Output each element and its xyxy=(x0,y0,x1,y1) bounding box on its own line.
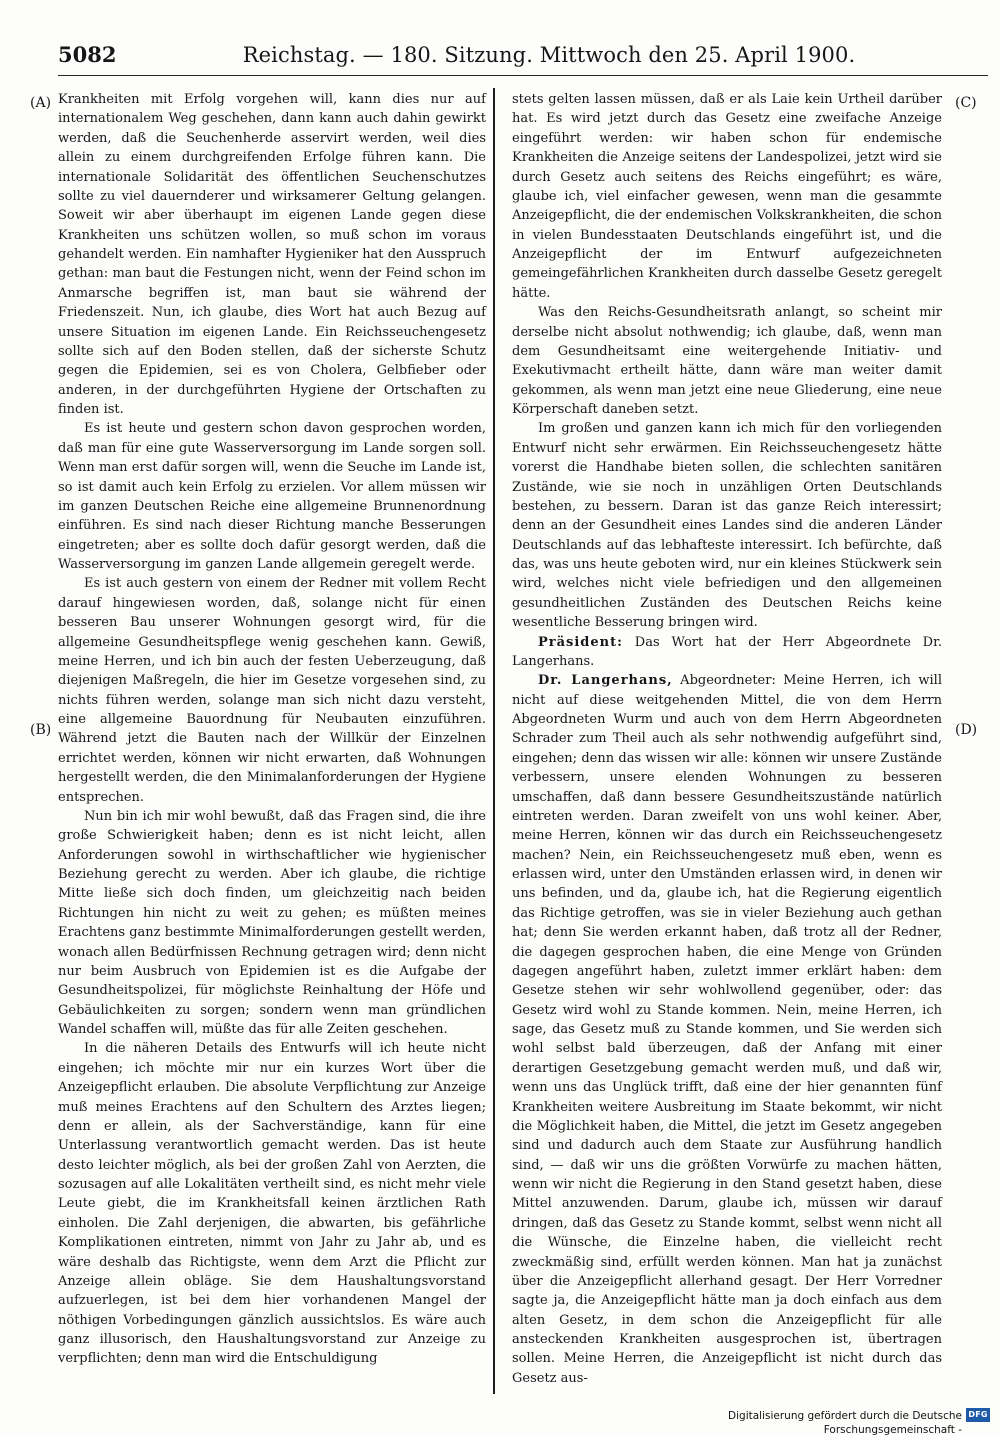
speaker-president: Präsident: xyxy=(538,634,623,650)
president-paragraph xyxy=(512,633,942,672)
header-rule xyxy=(58,75,988,76)
left-column xyxy=(58,90,486,1369)
left-paragraph-4: Nun bin ich mir wohl bewußt, daß das Fragen sind, die ihre große Schwierigkeit haben; denn es ist nicht leicht, allen Anforderungen sowohl in wirthschaftlicher wie hygienischer Beziehung gerecht zu werden. Aber ich glaube, die richtige Mitte ließe sich doch finden, um gleichzeitig nach beiden Richtungen hin nicht zu weit zu gehen; es müßten meines Erachtens ganz bestimmte Minimalforderungen gestellt werden, wonach allen Bedürfnissen Rechnung getragen wird; denn nicht nur beim Ausbruch von Epidemien ist es die Aufgabe der Gesundheitspolizei, für möglichste Reinhaltung der Höfe und Gebäulichkeiten zu sorgen; sondern wenn man gründlichen Wandel schaffen will, müßte das für alle Zeiten geschehen. xyxy=(58,808,486,1037)
running-title: Reichstag. — 180. Sitzung. Mittwoch den 25. April 1900. xyxy=(242,43,856,67)
margin-marker-d: (D) xyxy=(955,722,978,738)
page-header xyxy=(58,40,990,70)
president-text: Das Wort hat der Herr Abgeordnete Dr. Langerhans. xyxy=(512,634,942,669)
speaker-langerhans: Dr. Langerhans, xyxy=(538,673,673,689)
left-paragraph-2: Es ist heute und gestern schon davon gesprochen worden, daß man für eine gute Wasserversorgung im Lande sorgen soll. Wenn man erst dafür sorgen will, wenn die Seuche im Lande ist, so ist damit auch kein Erfolg zu erzielen. Vor allem müssen wir im ganzen Deutschen Reiche eine allgemeine Brunnenordnung einführen. Es sind nach dieser Richtung manche Besserungen eingetreten; aber es sollte doch dafür gesorgt werden, daß die Wasserversorgung im ganzen Lande allgemein geregelt werde. xyxy=(58,421,486,572)
right-paragraph-1: stets gelten lassen müssen, daß er als Laie kein Urtheil darüber hat. Es wird jetzt durch das Gesetz eine zweifache Anzeige eingeführt werden: wir haben schon für endemische Krankheiten die Anzeige seitens der Landespolizei, jetzt wird sie durch Gesetz auch seitens des Reichs eingeführt; es wäre, glaube ich, viel einfacher gewesen, wenn man die gesammte Anzeigepflicht, die der endemischen Volkskrankheiten, die schon in vielen Bundesstaaten Deutschlands eingeführt ist, und die Anzeigepflicht der im Entwurf aufgezeichneten gemeingefährlichen Krankheiten durch dasselbe Gesetz geregelt hätte. xyxy=(512,92,942,301)
margin-marker-a: (A) xyxy=(30,95,52,111)
page-number: 5082 xyxy=(58,42,117,67)
right-column xyxy=(512,90,942,1388)
right-paragraph-2: Was den Reichs-Gesundheitsrath anlangt, so scheint mir derselbe nicht absolut nothwendig; ich glaube, daß, wenn man dem Gesundheitsamt eine weitergehende Initiativ- und Exekutivmacht ertheilt hätte, dann wäre man weiter damit gekommen, als wenn man jetzt eine neue Gliederung, eine neue Körperschaft daneben setzt. xyxy=(512,305,942,417)
left-paragraph-1: Krankheiten mit Erfolg vorgehen will, kann dies nur auf internationalem Weg geschehen, dann kann auch dahin gewirkt werden, daß die Seuchenherde asservirt werden, weil dies allein zu einem durchgreifenden Erfolge führen kann. Die internationale Solidarität des öffentlichen Seuchenschutzes sollte zu viel dauernderer und wirksamerer Geltung gelangen. Soweit wir aber überhaupt im eigenen Lande gegen diese Krankheiten uns schützen wollen, so muß schon im voraus gehandelt werden. Ein namhafter Hygieniker hat den Ausspruch gethan: man baut die Festungen nicht, wenn der Feind schon im Anmarsche begriffen ist, man baut sie während der Friedenszeit. Nun, ich glaube, dies Wort hat auch Bezug auf unsere Situation im eigenen Lande. Ein Reichsseuchengesetz sollte sich auf den Boden stellen, daß der sicherste Schutz gegen die Epidemien, sei es von Cholera, Gelbfieber oder anderen, in der durchgeführten Hygiene der Ortschaften zu finden ist. xyxy=(58,92,486,417)
left-paragraph-3: Es ist auch gestern von einem der Redner mit vollem Recht darauf hingewiesen worden, daß, solange nicht für einen besseren Bau unserer Wohnungen gesorgt wird, für die allgemeine Gesundheitspflege wenig geschehen kann. Gewiß, meine Herren, und ich bin auch der festen Ueberzeugung, daß diejenigen Maßregeln, die hier im Gesetze vorgesehen sind, zu nichts führen werden, solange man sich nicht dazu versteht, eine allgemeine Bauordnung für Neubauten einzuführen. Während jetzt die Bauten nach der Willkür der Einzelnen errichtet werden, können wir nicht erwarten, daß Wohnungen hergestellt werden, die den Minimalanforderungen der Hygiene entsprechen. xyxy=(58,576,486,805)
dfg-logo: DFG xyxy=(966,1408,990,1422)
right-paragraph-3: Im großen und ganzen kann ich mich für den vorliegenden Entwurf nicht sehr erwärmen. Ein Reichsseuchengesetz hätte vorerst die Handhabe bieten sollen, die schlechten sanitären Zustände, wie sie noch in unzähligen Orten Deutschlands bestehen, zu bessern. Daran ist das ganze Reich interessirt; denn an der Gesundheit eines Landes sind die anderen Länder Deutschlands auf das lebhafteste interessirt. Ich befürchte, daß das, was uns heute geboten wird, nur ein kleines Stückwerk sein wird, welches nicht viele befriedigen und den allgemeinen gesundheitlichen Zuständen des Deutschen Reichs keine wesentliche Besserung bringen wird. xyxy=(512,421,942,631)
left-paragraph-5: In die näheren Details des Entwurfs will ich heute nicht eingehen; ich möchte mir nur ein kurzes Wort über die Anzeigepflicht erlauben. Die absolute Verpflichtung zur Anzeige muß meines Erachtens auf den Schultern des Arztes liegen; denn er allein, als der Sachverständige, kann für eine Unterlassung verantwortlich gemacht werden. Das ist heute desto leichter möglich, als bei der großen Zahl von Aerzten, die sozusagen auf alle Lokalitäten vertheilt sind, es nicht mehr viele Leute giebt, die im Krankheitsfall keinen ärztlichen Rath einholen. Die Zahl derjenigen, die abwarten, bis gefährliche Komplikationen eintreten, nimmt von Jahr zu Jahr ab, und es wäre deshalb das Richtigste, wenn dem Arzt die Pflicht zur Anzeige allein obläge. Sie dem Haushaltungsvorstand aufzuerlegen, ist bei dem hier vorhandenen Mangel der nöthigen Vorbedingungen gänzlich aussichtslos. Es wäre auch ganz illusorisch, den Haushaltungsvorstand zur Anzeige zu verpflichten; denn man wird die Entschuldigung xyxy=(58,1041,486,1367)
digitization-credit: Digitalisierung gefördert durch die Deutsche Forschungsgemeinschaft - xyxy=(728,1410,962,1436)
column-divider xyxy=(493,88,495,1394)
margin-marker-b: (B) xyxy=(30,722,52,738)
langerhans-text: Abgeordneter: Meine Herren, ich will nicht auf diese weitgehenden Mittel, die von dem Herrn Abgeordneten Wurm und auch von dem Herrn Abgeordneten Schrader zum Theil auch als sehr nothwendig aufgeführt sind, eingehen; denn das wissen wir alle: können wir unsere Zustände verbessern, unsere elenden Wohnungen zu besseren umschaffen, daß dann bessere Gesundheitszustände natürlich eintreten werden. Daran zweifelt von uns wohl keiner. Aber, meine Herren, können wir das durch ein Reichsseuchengesetz machen? Nein, ein Reichsseuchengesetz muß eben, wenn es erlassen wird, unter den Umständen erlassen wird, in denen wir uns befinden, und da, glaube ich, hat die Regierung eigentlich das Richtige getroffen, was sie in vieler Beziehung auch gethan hat; denn Sie werden erkannt haben, daß trotz all der Redner, die dagegen gesprochen haben, die eine Menge von Gründen dagegen angeführt haben, zuletzt immer erklärt haben: dem Gesetze stehen wir sehr wohlwollend gegenüber, oder: das Gesetz wird wohl zu Stande kommen. Nein, meine Herren, ich sage, das Gesetz muß zu Stande kommen, und Sie werden sich wohl selbst bald überzeugen, daß der Anfang mit einer derartigen Gesetzgebung gemacht werden muß, und daß wir, wenn uns das Unglück trifft, daß eine der hier genannten fünf Krankheiten weitere Ausbreitung im Staate bekommt, wir nicht die Möglichkeit haben, die Mittel, die jetzt im Gesetz angegeben sind und dadurch auch dem Staate zur Ausführung handlich sind, — daß wir uns die größten Vorwürfe zu machen hätten, wenn wir nicht die Regierung in den Stand gesetzt haben, diese Mittel anzuwenden. Darum, glaube ich, müssen wir darauf dringen, daß das Gesetz zu Stande kommt, selbst wenn nicht all die Wünsche, die Einzelne haben, die vielleicht recht zweckmäßig sind, erfüllt werden können. Man hat ja zunächst über die Anzeigepflicht allerhand gesagt. Der Herr Vorredner sagte ja, die Anzeigepflicht hätte man ja doch einfach aus dem alten Gesetz, in dem schon die Anzeigepflicht für alle ansteckenden Krankheiten ausgesprochen ist, übertragen sollen. Meine Herren, die Anzeigepflicht ist nicht durch das Gesetz aus- xyxy=(512,673,942,1386)
margin-marker-c: (C) xyxy=(955,95,977,111)
langerhans-paragraph xyxy=(512,671,942,1388)
